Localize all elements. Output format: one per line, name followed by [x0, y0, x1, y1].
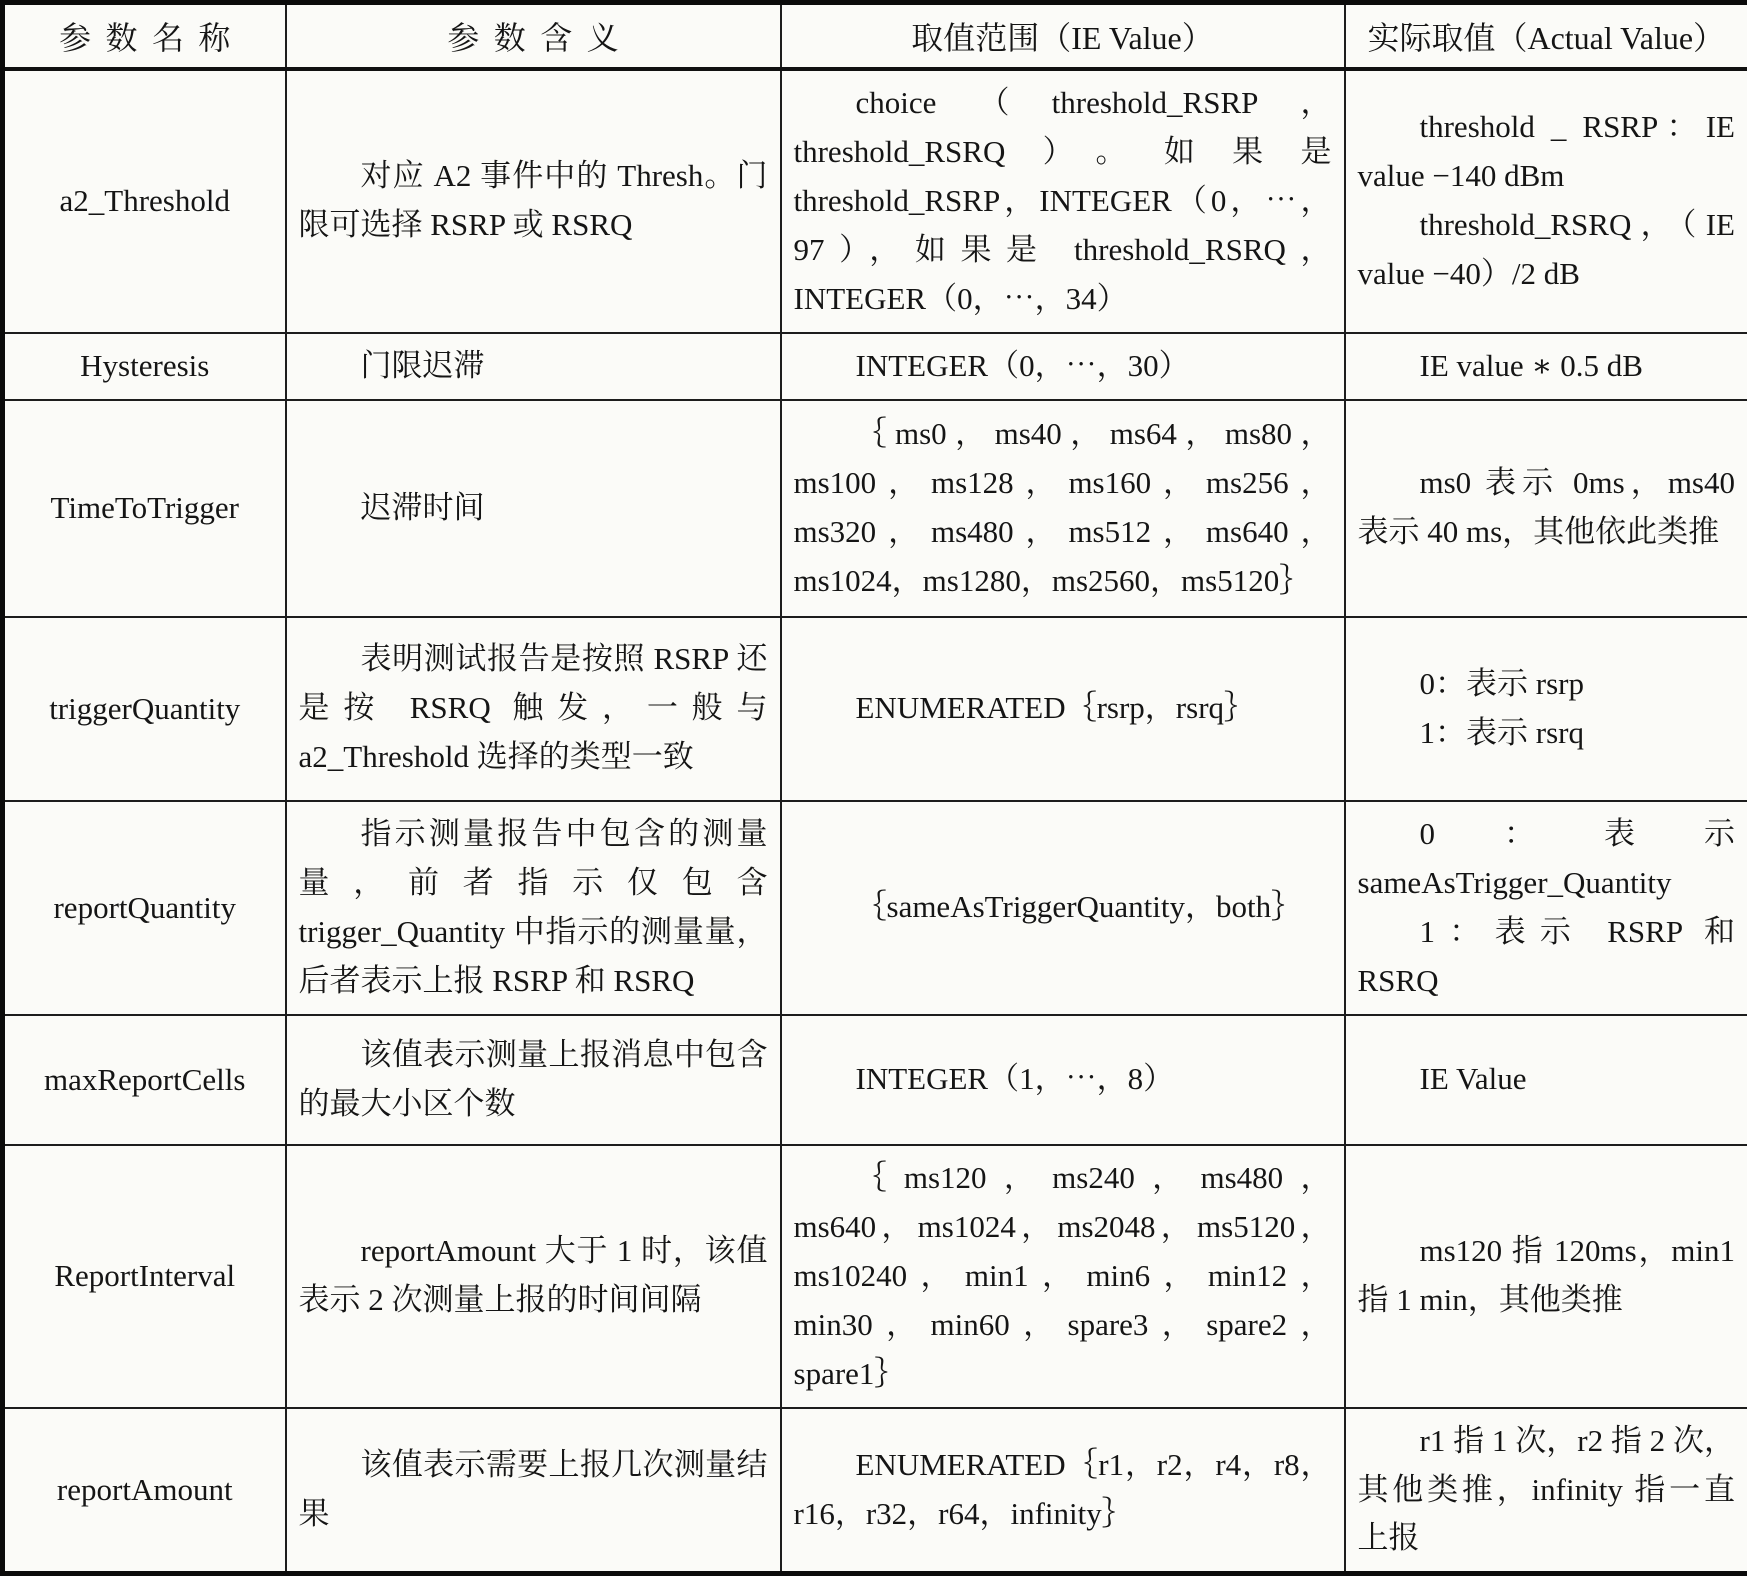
- ie-range-cell: [781, 333, 1345, 400]
- table-row: [3, 801, 1747, 1015]
- param-meaning-cell: [286, 69, 781, 333]
- ie-range-text: ENUMERATED｛r1，r2，r4，r8，r16，r32，r64，infinity｝: [794, 1441, 1332, 1539]
- actual-value-line: IE value ∗ 0.5 dB: [1358, 342, 1736, 391]
- ie-range-cell: [781, 1015, 1345, 1145]
- ie-range-cell: [781, 69, 1345, 333]
- param-meaning-text: 表明测试报告是按照 RSRP 还是按 RSRQ 触发，一般与 a2_Threshold 选择的类型一致: [299, 635, 768, 782]
- table-row: [3, 333, 1747, 400]
- ie-range-cell: [781, 617, 1345, 801]
- param-meaning-cell: [286, 400, 781, 617]
- actual-value-line: ms0 表示 0ms，ms40 表示 40 ms，其他依此类推: [1358, 459, 1736, 557]
- header-param-name: 参数名称: [3, 3, 286, 70]
- param-name-cell: Hysteresis: [3, 333, 286, 400]
- param-meaning-text: reportAmount 大于 1 时，该值表示 2 次测量上报的时间间隔: [299, 1227, 768, 1325]
- actual-value-line: 1：表示 RSRP 和 RSRQ: [1358, 908, 1736, 1006]
- actual-value-line: 1：表示 rsrq: [1358, 709, 1736, 758]
- header-ie-range: 取值范围（IE Value）: [781, 3, 1345, 70]
- actual-value-line: 0：表示 sameAsTrigger_Quantity: [1358, 810, 1736, 908]
- ie-range-cell: [781, 1145, 1345, 1408]
- actual-value-cell: [1345, 400, 1747, 617]
- param-name-cell: triggerQuantity: [3, 617, 286, 801]
- param-meaning-text: 对应 A2 事件中的 Thresh。门限可选择 RSRP 或 RSRQ: [299, 152, 768, 250]
- table-row: [3, 400, 1747, 617]
- param-meaning-text: 迟滞时间: [299, 484, 768, 533]
- param-meaning-cell: [286, 801, 781, 1015]
- actual-value-line: threshold _ RSRP：IE value −140 dBm: [1358, 103, 1736, 201]
- actual-value-cell: [1345, 1408, 1747, 1574]
- ie-range-cell: [781, 1408, 1345, 1574]
- actual-value-cell: [1345, 801, 1747, 1015]
- ie-range-text: INTEGER（1，⋯，8）: [794, 1055, 1332, 1104]
- param-meaning-cell: [286, 617, 781, 801]
- ie-range-text: ｛ms0，ms40，ms64，ms80，ms100，ms128，ms160，ms256，ms320，ms480，ms512，ms640，ms1024，ms1280，ms2560，ms5120｝: [794, 410, 1332, 606]
- header-actual-value: 实际取值（Actual Value）: [1345, 3, 1747, 70]
- table-row: [3, 1145, 1747, 1408]
- ie-range-cell: [781, 400, 1345, 617]
- param-name-cell: reportQuantity: [3, 801, 286, 1015]
- param-meaning-cell: [286, 333, 781, 400]
- table-row: [3, 1408, 1747, 1574]
- param-meaning-cell: [286, 1408, 781, 1574]
- param-name-cell: a2_Threshold: [3, 69, 286, 333]
- param-meaning-text: 指示测量报告中包含的测量量，前者指示仅包含 trigger_Quantity 中指示的测量量，后者表示上报 RSRP 和 RSRQ: [299, 810, 768, 1006]
- actual-value-line: threshold_RSRQ，（IE value −40）/2 dB: [1358, 201, 1736, 299]
- actual-value-line: IE Value: [1358, 1055, 1736, 1104]
- param-meaning-text: 该值表示需要上报几次测量结果: [299, 1441, 768, 1539]
- ie-range-text: ｛sameAsTriggerQuantity，both｝: [794, 883, 1332, 932]
- actual-value-line: 0：表示 rsrp: [1358, 660, 1736, 709]
- table-row: [3, 617, 1747, 801]
- actual-value-line: r1 指 1 次，r2 指 2 次，其他类推，infinity 指一直上报: [1358, 1417, 1736, 1564]
- ie-range-text: ENUMERATED｛rsrp，rsrq｝: [794, 684, 1332, 733]
- param-name-cell: reportAmount: [3, 1408, 286, 1574]
- param-meaning-cell: [286, 1145, 781, 1408]
- actual-value-cell: [1345, 69, 1747, 333]
- param-name-cell: ReportInterval: [3, 1145, 286, 1408]
- param-meaning-text: 门限迟滞: [299, 342, 768, 391]
- actual-value-cell: [1345, 333, 1747, 400]
- header-row: [3, 3, 1747, 70]
- param-name-cell: maxReportCells: [3, 1015, 286, 1145]
- ie-range-cell: [781, 801, 1345, 1015]
- table-row: [3, 69, 1747, 333]
- ie-range-text: choice（threshold_RSRP，threshold_RSRQ）。如果是 threshold_RSRP，INTEGER（0，⋯，97），如果是 threshold_RSRQ，INTEGER（0，⋯，34）: [794, 79, 1332, 324]
- param-name-cell: TimeToTrigger: [3, 400, 286, 617]
- actual-value-cell: [1345, 1145, 1747, 1408]
- actual-value-cell: [1345, 1015, 1747, 1145]
- actual-value-cell: [1345, 617, 1747, 801]
- table-row: [3, 1015, 1747, 1145]
- header-param-meaning: 参数含义: [286, 3, 781, 70]
- param-meaning-cell: [286, 1015, 781, 1145]
- ie-range-text: INTEGER（0，⋯，30）: [794, 342, 1332, 391]
- ie-range-text: ｛ms120，ms240，ms480，ms640，ms1024，ms2048，ms5120，ms10240，min1，min6，min12，min30，min60，spare3，spare2，spare1｝: [794, 1154, 1332, 1399]
- param-meaning-text: 该值表示测量上报消息中包含的最大小区个数: [299, 1031, 768, 1129]
- actual-value-line: ms120 指 120ms，min1 指 1 min，其他类推: [1358, 1227, 1736, 1325]
